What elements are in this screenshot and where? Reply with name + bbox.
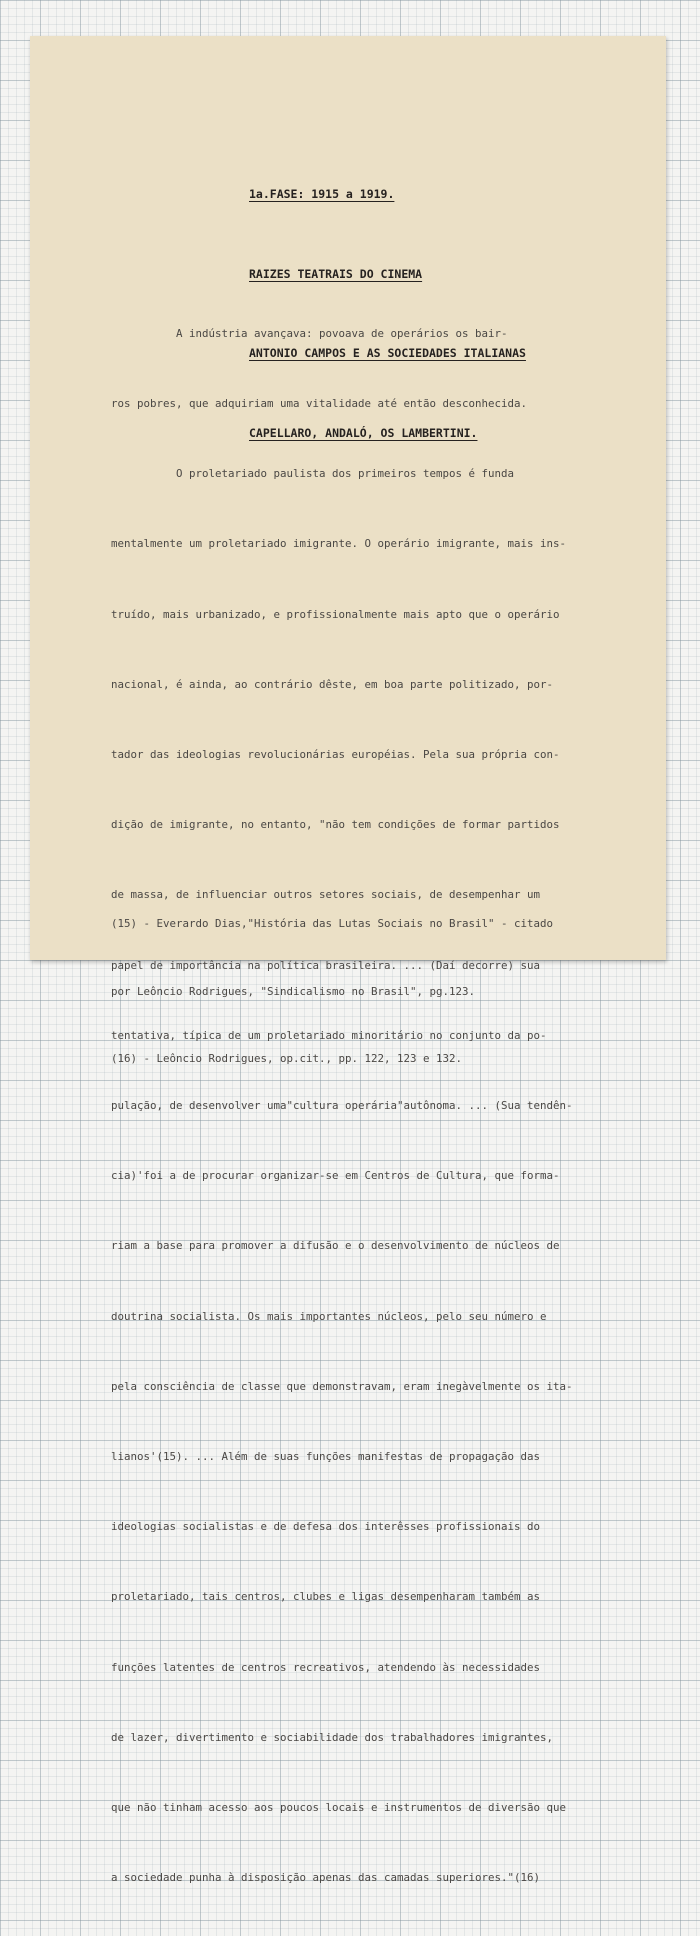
body-line: proletariado, tais centros, clubes e ligas desempenharam também as: [111, 1590, 541, 1604]
footnote-15-continued: por Leôncio Rodrigues, "Sindicalismo no Brasil", pg.123.: [111, 984, 476, 998]
body-line: riam a base para promover a difusão e o desenvolvimento de núcleos de: [111, 1239, 560, 1253]
body-line: funções latentes de centros recreativos, atendendo às necessidades: [111, 1660, 541, 1674]
heading-line-phase: 1a.FASE: 1915 a 1919.: [249, 187, 395, 201]
body-line: a sociedade punha à disposição apenas das camadas superiores."(16): [111, 1871, 541, 1885]
body-line: de massa, de influenciar outros setores sociais, de desempenhar um: [111, 888, 541, 902]
body-line: mentalmente um proletariado imigrante. O operário imigrante, mais ins-: [111, 537, 567, 551]
body-line: lianos'(15). ... Além de suas funções manifestas de propagação das: [111, 1450, 541, 1464]
body-line: cia)'foi a de procurar organizar-se em Centros de Cultura, que forma-: [111, 1169, 560, 1183]
body-line: que não tinham acesso aos poucos locais e instrumentos de diversão que: [111, 1801, 567, 1815]
body-line: dição de imigrante, no entanto, "não tem condições de formar partidos: [111, 818, 560, 832]
body-line: tador das ideologias revolucionárias européias. Pela sua própria con-: [111, 748, 560, 762]
heading-line-names: CAPELLARO, ANDALÓ, OS LAMBERTINI.: [249, 425, 478, 440]
body-line: ideologias socialistas e de defesa dos interêsses profissionais do: [111, 1520, 541, 1534]
body-line: papel de importância na política brasileira. ... (Daí decorre) sua: [111, 958, 541, 972]
body-line: de lazer, divertimento e sociabilidade dos trabalhadores imigrantes,: [111, 1730, 554, 1744]
body-line: ros pobres, que adquiriam uma vitalidade até então desconhecida.: [111, 397, 528, 411]
footnote-16: (16) - Leôncio Rodrigues, op.cit., pp. 122, 123 e 132.: [111, 1052, 463, 1065]
body-line: pela consciência de classe que demonstravam, eram inegàvelmente os ita-: [111, 1379, 573, 1393]
heading-line-roots: RAIZES TEATRAIS DO CINEMA: [249, 266, 423, 281]
body-line: pulação, de desenvolver uma"cultura operária"autônoma. ... (Sua tendên-: [111, 1099, 573, 1113]
body-line: truído, mais urbanizado, e profissionalmente mais apto que o operário: [111, 607, 560, 621]
footnote-15: (15) - Everardo Dias,"História das Lutas Sociais no Brasil" - citado: [111, 917, 554, 930]
heading-line-campos: ANTONIO CAMPOS E AS SOCIEDADES ITALIANAS: [249, 346, 526, 360]
body-line: tentativa, típica de um proletariado minoritário no conjunto da po-: [111, 1028, 547, 1042]
typewritten-page: [30, 36, 666, 1885]
body-line: doutrina socialista. Os mais importantes núcleos, pelo seu número e: [111, 1309, 547, 1323]
body-line: A indústria avançava: povoava de operários os bair-: [111, 326, 508, 340]
footnotes: [111, 868, 639, 1116]
body-line: nacional, é ainda, ao contrário dêste, em boa parte politizado, por-: [111, 677, 554, 691]
body-line: O proletariado paulista dos primeiros tempos é funda: [111, 467, 515, 481]
